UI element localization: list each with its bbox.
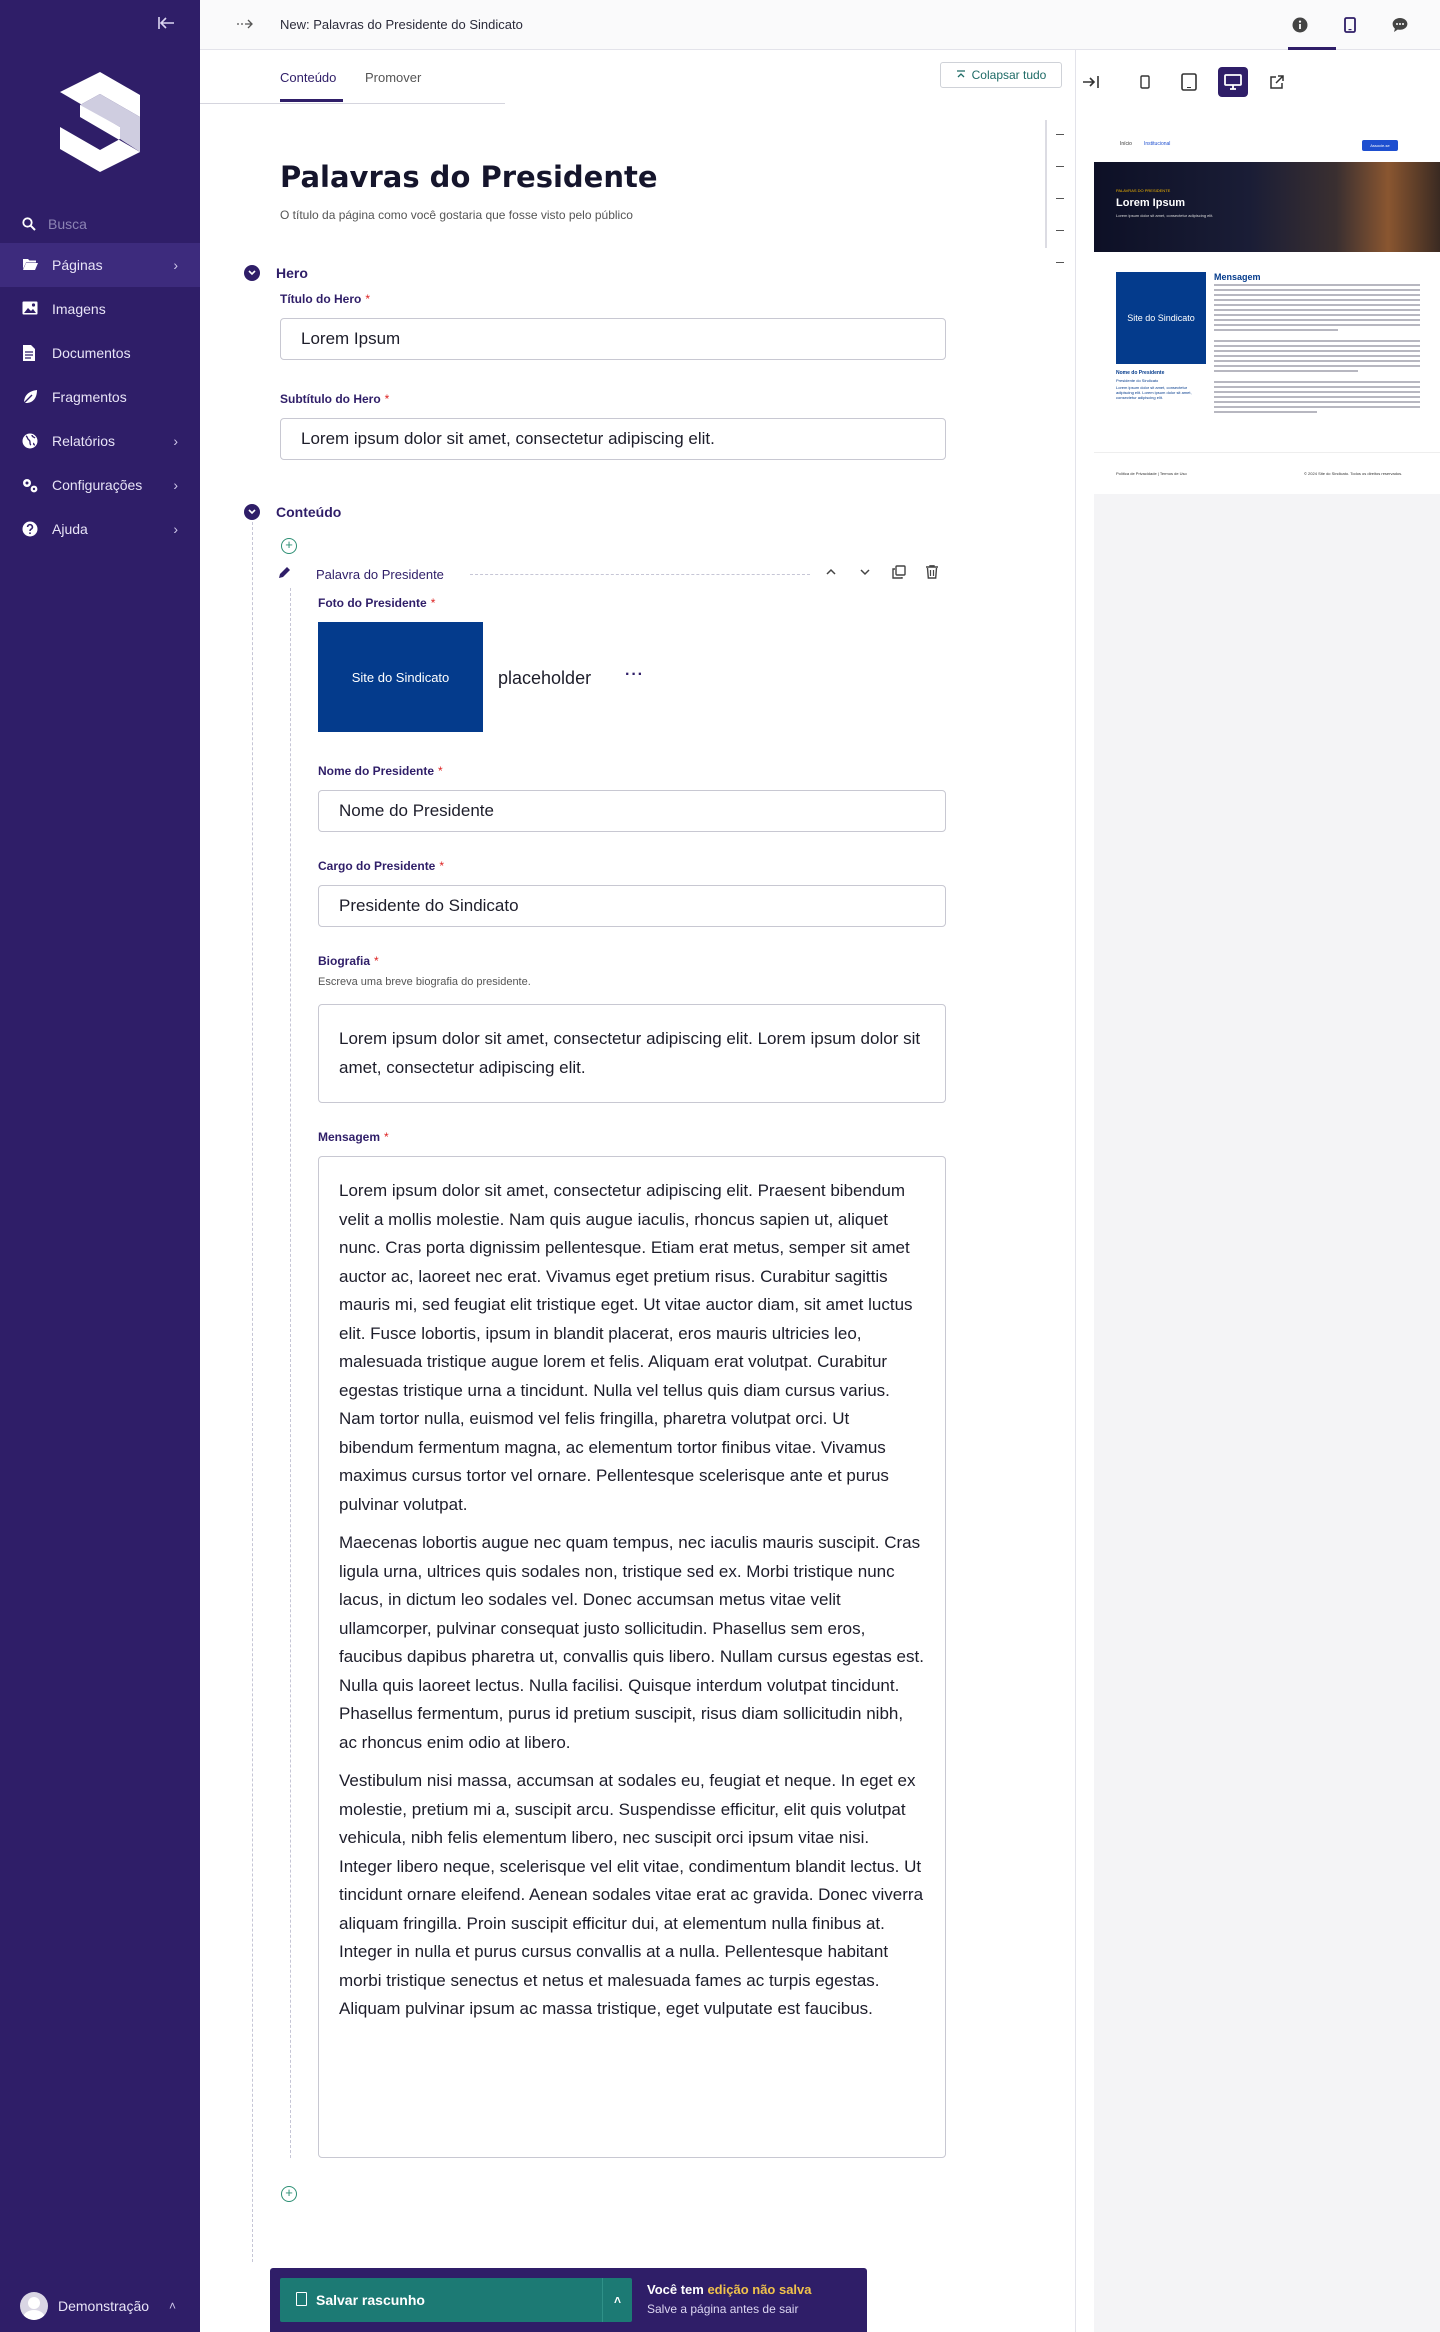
chevron-right-icon: ›: [173, 521, 178, 537]
content-section-toggle[interactable]: [244, 504, 341, 520]
folder-open-icon: [22, 257, 38, 273]
nav-item-imagens[interactable]: [0, 287, 200, 331]
preview-nav-second: Institucional: [1144, 141, 1171, 147]
block-guide: [290, 588, 291, 2158]
wagtail-logo[interactable]: [60, 72, 140, 172]
header-bar: [200, 0, 1440, 50]
preview-mobile-icon[interactable]: [1301, 14, 1323, 36]
save-draft-button[interactable]: [280, 2278, 632, 2322]
close-panel-icon[interactable]: [1076, 67, 1106, 97]
preview-panel: [1076, 50, 1440, 2332]
globe-icon: [22, 433, 38, 449]
msg-prefix: Você tem: [647, 2282, 708, 2297]
nav-label: Páginas: [52, 257, 103, 273]
nav-item-fragmentos[interactable]: [0, 375, 200, 419]
help-icon: [22, 521, 38, 537]
chevron-up-icon[interactable]: ˄: [602, 2278, 632, 2322]
preview-role: Presidente do Sindicato: [1116, 378, 1159, 383]
minimap-marks[interactable]: [1056, 134, 1064, 294]
move-down-icon[interactable]: [859, 565, 871, 583]
chevron-down-icon: [244, 504, 260, 520]
required-marker: *: [374, 954, 379, 968]
duplicate-icon[interactable]: [892, 565, 906, 584]
collapse-sidebar-icon[interactable]: [158, 16, 176, 35]
hero-subtitle-label: [280, 392, 389, 406]
role-input[interactable]: Presidente do Sindicato: [318, 885, 946, 927]
preview-footer-right: © 2024 Site do Sindicato. Todos os direitos reservados.: [1304, 471, 1403, 476]
search-placeholder: Busca: [48, 216, 87, 232]
message-paragraph: Maecenas lobortis augue nec quam tempus, nec iaculis mauris suscipit. Cras ligula urna, ultrices quis sodales non, tristique sed ex. Morbi tristique nunc lacus, in dictum leo sodales vel. Donec accumsan metus vitae velit ullamcorper, pulvinar consequat justo sollicitudin. Phasellus sem eros, faucibus dapibus pharetra ut, convallis quis libero. Nullam cursus egestas est. Nulla quis laoreet lectus. Nulla facilisi. Quisque interdum volutpat tincidunt. Phasellus fermentum, purus id pretium suscipit, risus diam sollicitudin nibh, ac rhoncus enim odio at libero.: [339, 1533, 924, 1752]
add-block-bottom-icon[interactable]: +: [281, 2186, 297, 2202]
msg-warning: edição não salva: [707, 2282, 812, 2297]
comments-icon[interactable]: [1389, 14, 1411, 36]
minimap-track[interactable]: [1045, 120, 1047, 248]
label-text: Subtítulo do Hero: [280, 392, 381, 406]
edit-pencil-icon: [278, 565, 292, 584]
main-nav: [0, 243, 200, 551]
label-text: Biografia: [318, 954, 371, 968]
required-marker: *: [430, 596, 436, 610]
add-block-top-icon[interactable]: +: [281, 538, 297, 554]
photo-label: [318, 596, 435, 610]
move-up-icon[interactable]: [825, 565, 837, 583]
content-heading: Conteúdo: [276, 504, 342, 520]
tablet-size-icon[interactable]: [1174, 67, 1204, 97]
nav-label: Ajuda: [52, 521, 88, 537]
nav-label: Documentos: [52, 345, 131, 361]
chevron-down-icon: [244, 265, 260, 281]
avatar: [20, 2292, 48, 2320]
search-field[interactable]: [22, 212, 192, 236]
leaf-icon: [22, 389, 38, 405]
hero-title-input[interactable]: Lorem Ipsum: [280, 318, 946, 360]
preview-message-lines: [1214, 284, 1420, 416]
preview-name: Nome do Presidente: [1116, 370, 1165, 376]
photo-filename: placeholder: [498, 668, 592, 688]
message-rich-text[interactable]: [318, 1156, 946, 2158]
preview-hero-crumb: PALAVRAS DO PRESIDENTE: [1116, 188, 1171, 193]
image-icon: [22, 301, 38, 317]
label-text: Cargo do Presidente: [318, 859, 436, 873]
more-options-icon[interactable]: ···: [625, 666, 644, 683]
hero-section-toggle[interactable]: [244, 265, 308, 281]
name-label: [318, 764, 443, 778]
label-text: Mensagem: [318, 1130, 381, 1144]
nav-label: Configurações: [52, 477, 143, 493]
document-icon: [22, 345, 38, 361]
user-name: Demonstração: [58, 2298, 150, 2314]
mobile-size-icon[interactable]: [1130, 67, 1160, 97]
page-title-help: O título da página como você gostaria que fosse visto pelo público: [280, 208, 633, 222]
delete-icon[interactable]: [926, 565, 938, 584]
name-input[interactable]: Nome do Presidente: [318, 790, 946, 832]
tab-promover[interactable]: Promover: [365, 70, 422, 85]
bio-textarea[interactable]: [318, 1004, 946, 1103]
collapse-all-label: Colapsar tudo: [971, 68, 1047, 82]
save-draft-label: Salvar rascunho: [316, 2292, 425, 2308]
header-title: New: Palavras do Presidente do Sindicato: [280, 17, 523, 32]
nav-label: Imagens: [52, 301, 106, 317]
bio-label: [318, 954, 379, 968]
chevron-right-icon: ›: [173, 433, 178, 449]
preview-toolbar: [1076, 50, 1440, 112]
preview-message-heading: Mensagem: [1214, 272, 1261, 282]
label-text: Nome do Presidente: [318, 764, 435, 778]
block-title[interactable]: Palavra do Presidente: [316, 567, 444, 582]
nav-item-documentos[interactable]: [0, 331, 200, 375]
message-paragraph: Lorem ipsum dolor sit amet, consectetur adipiscing elit. Praesent bibendum velit a mollis molestie. Nam quis augue iaculis, rhoncus sapien ut, aliquet nunc. Cras porta dignissim pellentesque. Etiam erat metus, semper sit amet auctor ac, laoreet nec erat. Vivamus eget pretium risus. Curabitur sagittis mauris mi, sed feugiat elit tristique eget. Ut vitae auctor diam, sit amet luctus elit. Fusce lobortis, ipsum in blandit placerat, eros mauris ultricies leo, malesuada tristique augue lorem et felis. Aliquam erat volutpat. Curabitur egestas tristique urna a tincidunt. Nulla vel tellus quis diam cursus varius. Nam tortor nulla, euismod vel felis fringilla, pharetra volutpat orci. Ut bibendum fermentum magna, ac elementum tortor finibus vitae. Vivamus maximus cursus tortor vel ornare. Pellentesque scelerisque ante et purus pulvinar volutpat.: [339, 1181, 913, 1514]
photo-thumbnail[interactable]: Site do Sindicato: [318, 622, 483, 732]
desktop-size-icon[interactable]: [1218, 67, 1248, 97]
role-label: [318, 859, 444, 873]
document-icon: [296, 2292, 307, 2306]
sidebar: [0, 0, 200, 2332]
hero-heading: Hero: [276, 265, 308, 281]
account-menu[interactable]: [20, 2292, 176, 2320]
nav-item-configuracoes[interactable]: [0, 463, 200, 507]
preview-hero-subtitle: Lorem ipsum dolor sit amet, consectetur adipiscing elit.: [1116, 213, 1214, 218]
collapse-all-button[interactable]: [940, 62, 1062, 88]
editor-tabs: [200, 52, 505, 104]
tab-conteudo[interactable]: Conteúdo: [280, 70, 337, 85]
nav-item-paginas[interactable]: [0, 243, 200, 287]
chevron-up-icon: ˄: [169, 2299, 177, 2313]
label-text: Foto do Presidente: [318, 596, 427, 610]
unsaved-subtext: Salve a página antes de sair: [647, 2302, 799, 2316]
message-label: [318, 1130, 389, 1144]
open-new-tab-icon[interactable]: [1262, 67, 1292, 97]
label-text: Título do Hero: [280, 292, 362, 306]
nav-item-ajuda[interactable]: [0, 507, 200, 551]
preview-hero-title: Lorem Ipsum: [1116, 197, 1186, 209]
preview-photo: Site do Sindicato: [1116, 272, 1206, 364]
action-footer: [270, 2268, 867, 2332]
block-header-rule: [470, 574, 810, 575]
section-guide: [252, 522, 253, 2262]
preview-footer-left: Política de Privacidade | Termos de Uso: [1116, 471, 1187, 476]
bio-text: Lorem ipsum dolor sit amet, consectetur adipiscing elit. Lorem ipsum dolor sit amet, consectetur adipiscing elit.: [339, 1029, 921, 1077]
preview-hero: [1094, 162, 1440, 252]
preview-footer: [1094, 452, 1440, 494]
message-paragraph: Vestibulum nisi massa, accumsan at sodales eu, feugiat et neque. In eget ex molestie, pretium mi a, suscipit arcu. Suspendisse efficitur, elit quis volutpat vehicula, nibh felis elementum libero, nec suscipit orci ipsum vitae nisi. Integer libero neque, scelerisque vel elit vitae, condimentum blandit lectus. Ut tincidunt ornare eleifend. Aenean sodales vitae erat ac gravida. Donec viverra aliquam fringilla. Proin suscipit efficitur dui, at elementum nulla finibus at. Integer in nulla et purus cursus convallis at a nulla. Pellentesque habitant morbi tristique senectus et netus et malesuada fames ac turpis egestas. Aliquam pulvinar ipsum ac massa tristique, eget vulputate est faucibus.: [339, 1771, 924, 2018]
preview-nav: [1094, 130, 1440, 162]
preview-bio: Lorem ipsum dolor sit amet, consectetur adipiscing elit. Lorem ipsum dolor sit amet, consectetur adipiscing elit.: [1116, 385, 1192, 400]
hero-title-label: [280, 292, 370, 306]
preview-nav-button: Associe-se: [1362, 140, 1398, 151]
required-marker: *: [384, 1130, 389, 1144]
required-marker: *: [384, 392, 390, 406]
bio-help: Escreva uma breve biografia do presidente.: [318, 976, 531, 988]
chevron-right-icon: ›: [173, 257, 178, 273]
nav-item-relatorios[interactable]: [0, 419, 200, 463]
required-marker: *: [438, 764, 443, 778]
nav-label: Fragmentos: [52, 389, 127, 405]
preview-body: [1094, 252, 1440, 452]
unsaved-message: [647, 2282, 812, 2297]
preview-panel-icon[interactable]: [1339, 14, 1361, 36]
required-marker: *: [439, 859, 445, 873]
collapse-icon: [956, 70, 966, 80]
hero-subtitle-input[interactable]: Lorem ipsum dolor sit amet, consectetur adipiscing elit.: [280, 418, 946, 460]
search-icon: [22, 217, 36, 231]
chevron-right-icon: ›: [173, 477, 178, 493]
required-marker: *: [365, 292, 370, 306]
active-tab-indicator: [280, 99, 343, 102]
page-title[interactable]: Palavras do Presidente: [280, 160, 658, 194]
nav-label: Relatórios: [52, 433, 116, 449]
cogs-icon: [22, 477, 38, 493]
expand-arrow-icon[interactable]: [236, 16, 254, 32]
preview-frame[interactable]: [1094, 130, 1440, 2332]
preview-nav-home: Início: [1120, 141, 1132, 147]
